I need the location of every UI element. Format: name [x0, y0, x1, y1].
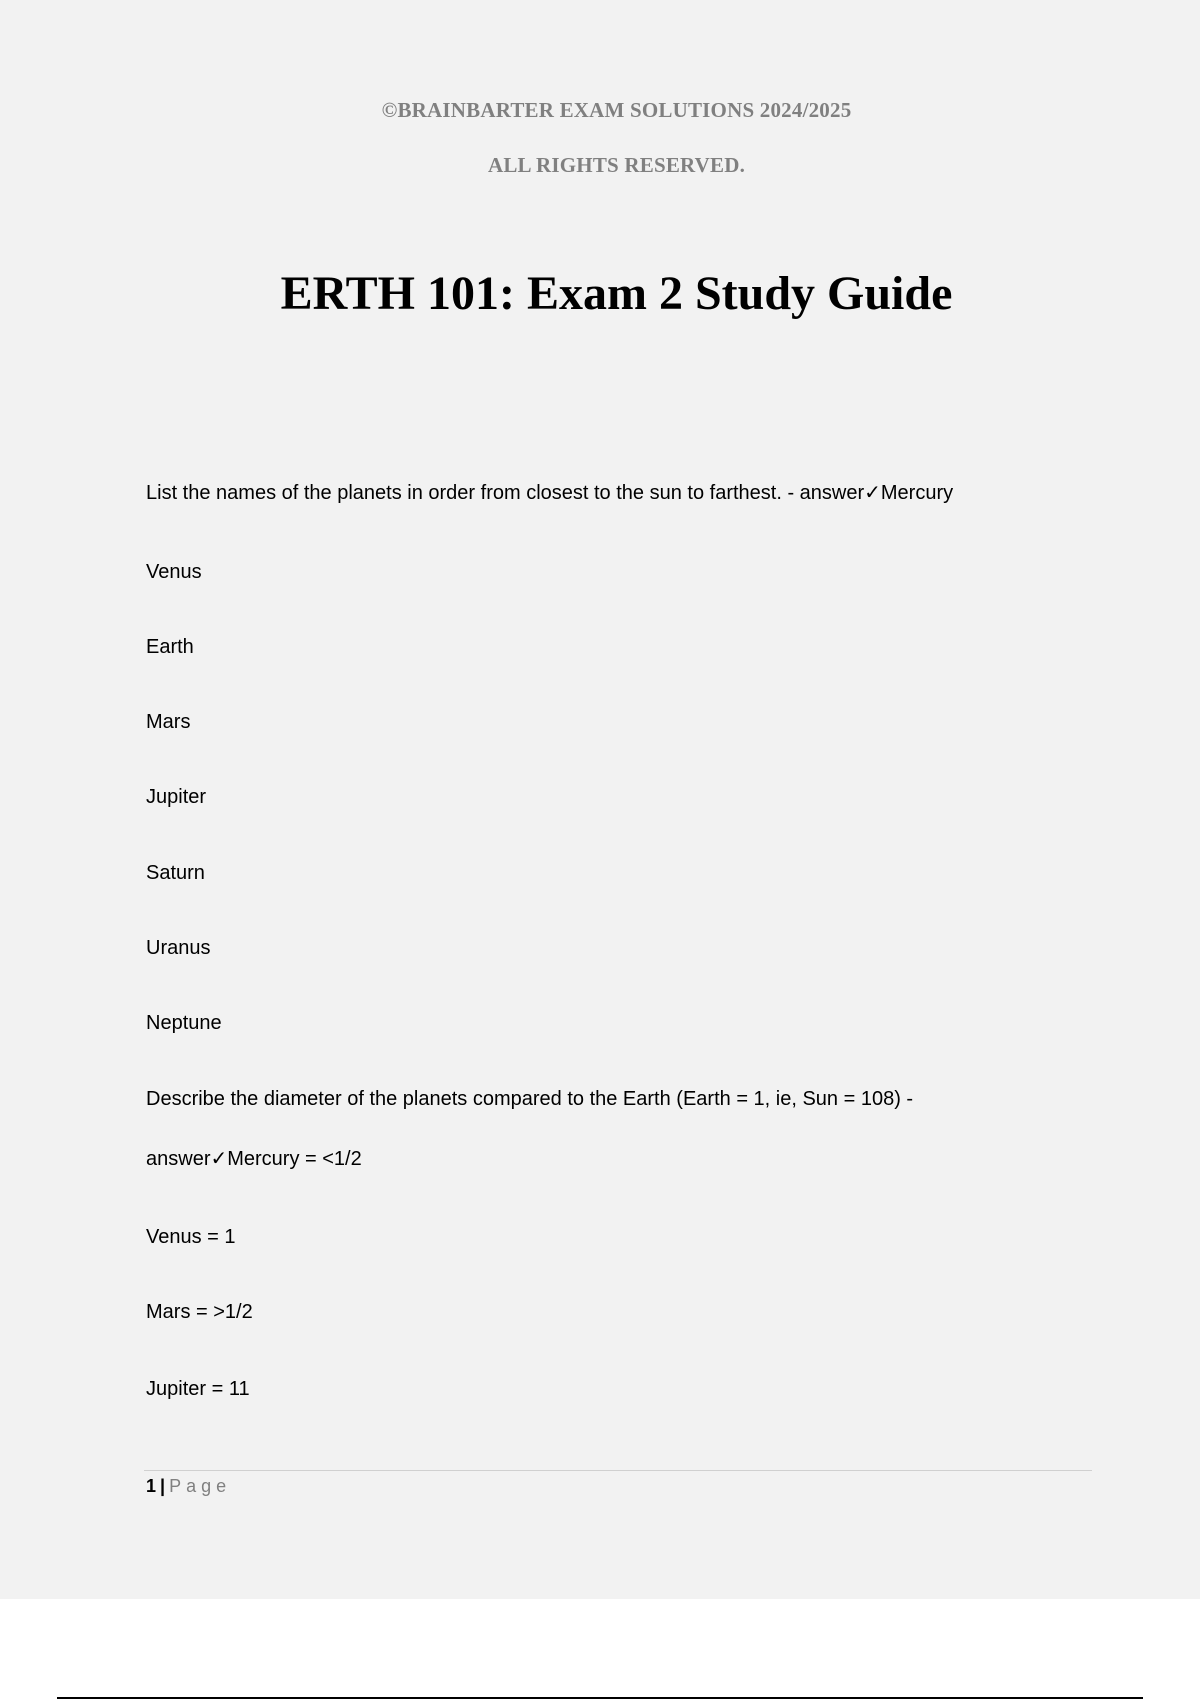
- document-title: ERTH 101: Exam 2 Study Guide: [280, 267, 953, 320]
- answer-line-venus: Venus: [146, 561, 202, 583]
- answer-line-mars: Mars: [146, 711, 191, 733]
- rights-reserved-header: ALL RIGHTS RESERVED.: [487, 153, 746, 177]
- page-number: 1: [146, 1476, 157, 1496]
- page-footer: [146, 1474, 231, 1498]
- page-word: Page: [169, 1476, 232, 1496]
- question-line-2: Describe the diameter of the planets compared to the Earth (Earth = 1, ie, Sun = 108) -: [146, 1088, 914, 1110]
- question-line-1: List the names of the planets in order from closest to the sun to farthest. - answer✓Mercury: [146, 482, 954, 504]
- answer-line-uranus: Uranus: [146, 937, 211, 959]
- answer-line-neptune: Neptune: [146, 1012, 222, 1034]
- answer-line-jupiter: Jupiter: [146, 786, 207, 808]
- answer-line-mercury-diameter: answer✓Mercury = <1/2: [146, 1148, 362, 1170]
- answer-line-earth: Earth: [146, 636, 194, 658]
- copyright-header: ©BRAINBARTER EXAM SOLUTIONS 2024/2025: [381, 98, 852, 122]
- answer-line-mars-diameter: Mars = >1/2: [146, 1301, 253, 1323]
- answer-line-saturn: Saturn: [146, 862, 205, 884]
- answer-line-jupiter-diameter: Jupiter = 11: [146, 1378, 250, 1400]
- next-page-divider: [57, 1697, 1143, 1699]
- footer-divider: [144, 1470, 1092, 1471]
- answer-line-venus-diameter: Venus = 1: [146, 1226, 236, 1248]
- footer-separator: |: [160, 1476, 166, 1496]
